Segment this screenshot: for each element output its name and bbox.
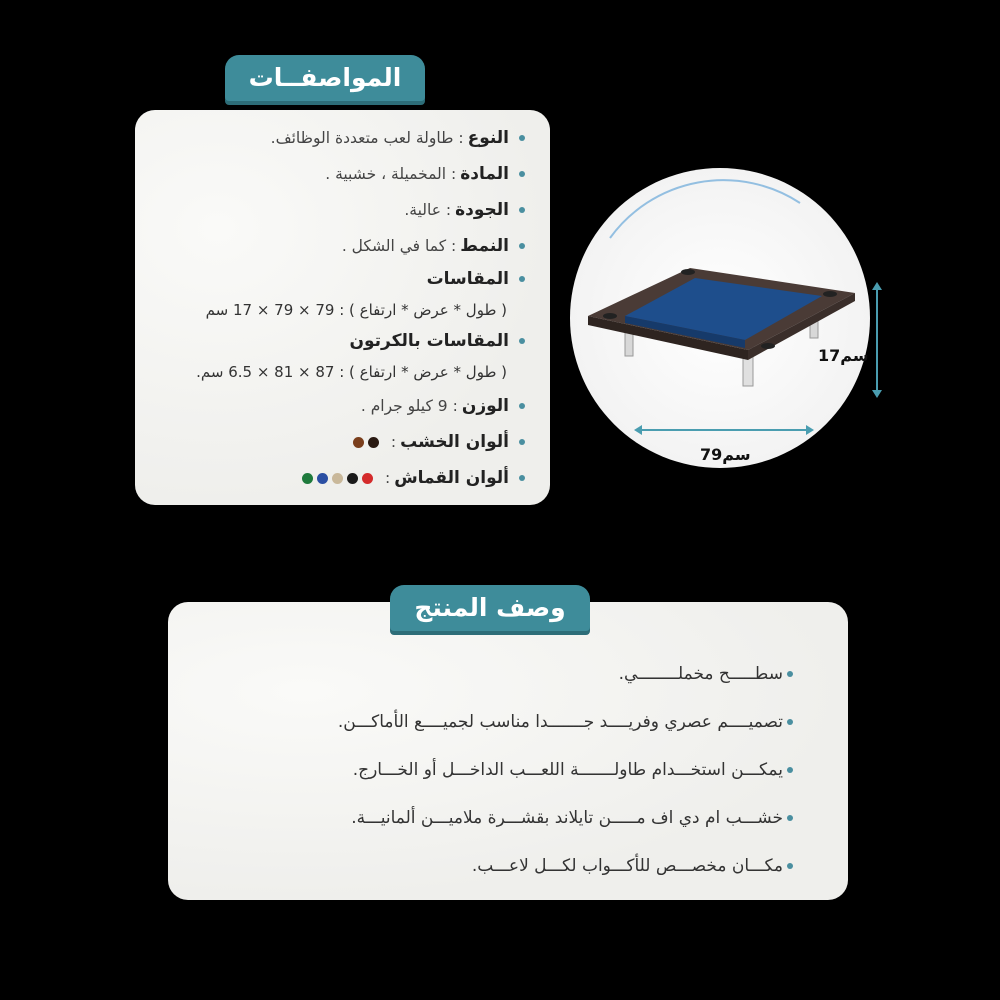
description-text: مكـــان مخصـــص للأكـــواب لكـــل لاعـــب. bbox=[471, 856, 783, 876]
spec-value: : المخميلة ، خشبية . bbox=[325, 165, 457, 183]
description-list bbox=[193, 650, 793, 890]
bullet-icon bbox=[787, 671, 793, 677]
dimension-arrows bbox=[620, 280, 890, 470]
description-item bbox=[193, 746, 793, 794]
spec-label: الوزن bbox=[461, 396, 509, 416]
bullet-icon bbox=[519, 439, 525, 445]
spec-row-fabric-colors bbox=[145, 460, 525, 496]
dimensions-line: ( طول * عرض * ارتفاع ) : 79 × 79 × 17 سم bbox=[205, 301, 507, 319]
description-item bbox=[193, 650, 793, 698]
spec-label: المادة bbox=[460, 164, 509, 184]
bullet-icon bbox=[519, 207, 525, 213]
specs-card bbox=[135, 110, 550, 505]
color-swatch bbox=[347, 473, 358, 484]
wood-color-swatches bbox=[353, 437, 379, 448]
bullet-icon bbox=[519, 135, 525, 141]
spec-label: المقاسات bbox=[426, 269, 509, 289]
spec-label: ألوان الخشب bbox=[400, 432, 509, 452]
spec-value: : كما في الشكل . bbox=[341, 237, 457, 255]
spec-label: النمط bbox=[460, 236, 509, 256]
color-swatch bbox=[362, 473, 373, 484]
bullet-icon bbox=[519, 171, 525, 177]
description-text: سطـــــح مخملــــــــي. bbox=[618, 664, 783, 684]
spec-row-dimensions bbox=[145, 264, 525, 294]
color-swatch bbox=[353, 437, 364, 448]
spec-row-type bbox=[145, 120, 525, 156]
carton-line: ( طول * عرض * ارتفاع ) : 87 × 81 × 6.5 سم. bbox=[196, 363, 507, 381]
specs-list bbox=[145, 120, 525, 496]
description-item bbox=[193, 698, 793, 746]
description-card bbox=[168, 602, 848, 900]
color-swatch bbox=[332, 473, 343, 484]
specs-title: المواصفــات bbox=[225, 55, 425, 101]
description-item bbox=[193, 794, 793, 842]
spec-row-wood-colors bbox=[145, 424, 525, 460]
description-title: وصف المنتج bbox=[390, 585, 590, 631]
fabric-color-swatches bbox=[302, 473, 373, 484]
bullet-icon bbox=[787, 719, 793, 725]
bullet-icon bbox=[787, 863, 793, 869]
spec-row-quality bbox=[145, 192, 525, 228]
color-swatch bbox=[368, 437, 379, 448]
description-text: يمكـــن استخـــدام طاولـــــــة اللعـــب الداخـــل أو الخـــارج. bbox=[352, 760, 783, 780]
bullet-icon bbox=[519, 276, 525, 282]
bullet-icon bbox=[519, 243, 525, 249]
spec-label: المقاسات بالكرتون bbox=[349, 331, 509, 351]
height-label: 17سم bbox=[818, 346, 869, 365]
width-label: 79سم bbox=[700, 445, 751, 464]
spec-row-material bbox=[145, 156, 525, 192]
spec-row-carton bbox=[145, 326, 525, 356]
bullet-icon bbox=[519, 475, 525, 481]
color-swatch bbox=[302, 473, 313, 484]
description-item bbox=[193, 842, 793, 890]
bullet-icon bbox=[787, 815, 793, 821]
spec-value: : bbox=[390, 433, 397, 451]
spec-label: ألوان القماش bbox=[394, 468, 509, 488]
bullet-icon bbox=[787, 767, 793, 773]
bullet-icon bbox=[519, 403, 525, 409]
spec-label: النوع bbox=[467, 128, 509, 148]
spec-value: : عالية. bbox=[404, 201, 452, 219]
bullet-icon bbox=[519, 338, 525, 344]
spec-row-style bbox=[145, 228, 525, 264]
spec-label: الجودة bbox=[455, 200, 509, 220]
description-text: خشـــب ام دي اف مـــــن تايلاند بقشـــرة ملاميـــن ألمانيـــة. bbox=[351, 808, 783, 828]
description-text: تصميــــم عصري وفريــــد جـــــــدا مناسب لجميــــع الأماكـــن. bbox=[337, 712, 783, 732]
spec-value: : طاولة لعب متعددة الوظائف. bbox=[270, 129, 464, 147]
spec-row-weight bbox=[145, 388, 525, 424]
spec-value: : 9 كيلو جرام . bbox=[360, 397, 458, 415]
spec-value: : bbox=[384, 469, 391, 487]
color-swatch bbox=[317, 473, 328, 484]
